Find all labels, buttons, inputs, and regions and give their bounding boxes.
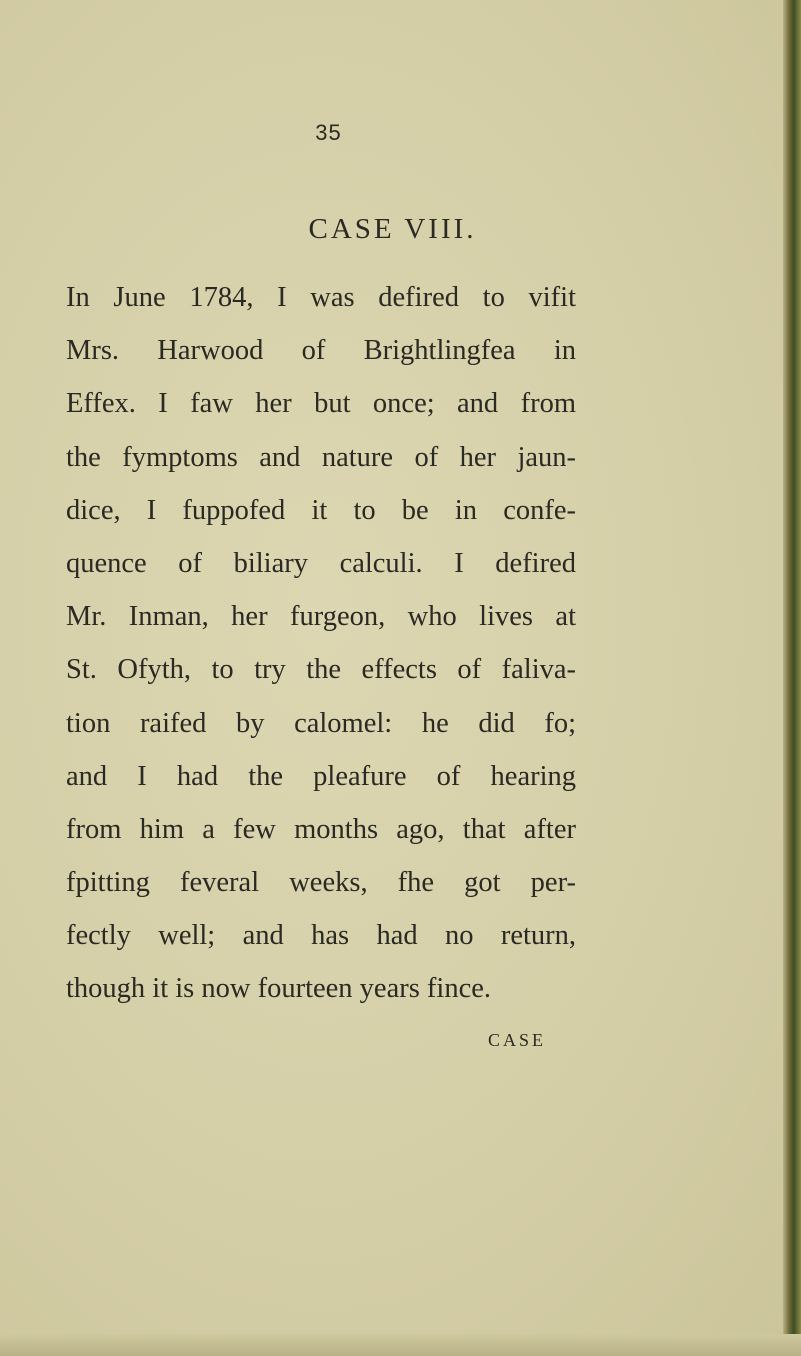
body-paragraph <box>66 271 576 1016</box>
text-line: from him a few months ago, that after <box>66 813 576 845</box>
text-line: tion raifed by calomel: he did fo; <box>66 707 576 739</box>
text-line: In June 1784, I was defired to vifit <box>66 282 576 313</box>
text-line: quence of biliary calculi. I defired <box>66 547 576 579</box>
text-line: Mrs. Harwood of Brightlingfea in <box>66 335 576 367</box>
catchword: CASE <box>488 1030 547 1050</box>
text-line: Mr. Inman, her furgeon, who lives at <box>66 601 576 633</box>
text-line: fpitting feveral weeks, fhe got per- <box>66 867 576 899</box>
text-line: Effex. I faw her but once; and from <box>66 388 576 420</box>
text-line: St. Ofyth, to try the effects of faliva- <box>66 654 576 686</box>
page-number: 35 <box>315 120 342 145</box>
text-line: and I had the pleafure of hearing <box>66 760 576 792</box>
text-line: fectly well; and has had no return, <box>66 920 576 952</box>
text-line: though it is now fourteen years fince. <box>66 973 492 1005</box>
text-line: the fymptoms and nature of her jaun- <box>66 441 576 473</box>
page-edge <box>783 0 801 1356</box>
page-bottom-edge <box>0 1334 801 1356</box>
text-line: dice, I fuppofed it to be in confe- <box>66 494 576 526</box>
case-heading: CASE VIII. <box>308 213 477 245</box>
